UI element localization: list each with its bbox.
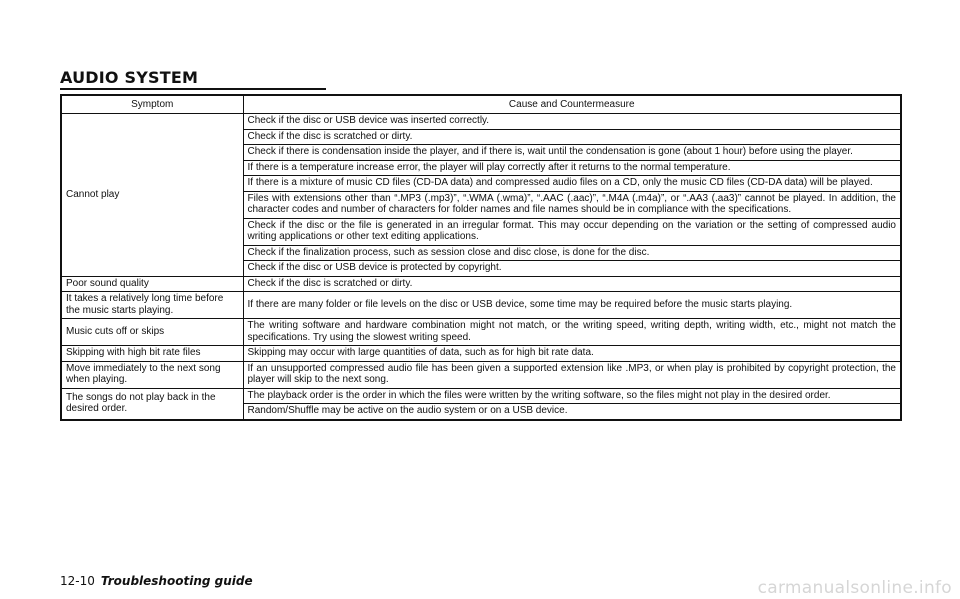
- table-row: [61, 114, 901, 130]
- cause-cell: If an unsupported compressed audio file has been given a supported extension like .MP3, or when play is prohibited by copyright protection, the player will skip to the next song.: [243, 361, 901, 388]
- troubleshooting-table: [60, 94, 902, 421]
- cause-cell: The playback order is the order in which the files were written by the writing software, so the files might not play in the desired order.: [243, 388, 901, 404]
- cause-cell: The writing software and hardware combination might not match, or the writing speed, writing depth, writing width, etc., might not match the specifications. Try using the slowest writing speed.: [243, 319, 901, 346]
- symptom-header: Symptom: [61, 95, 243, 114]
- table-header-row: [61, 95, 901, 114]
- cause-cell: Files with extensions other than “.MP3 (.mp3)”, “.WMA (.wma)”, “.AAC (.aac)”, “.M4A (.m4a)”, or “.AA3 (.aa3)” cannot be played. In addition, the character codes and number of characters for folder names and file names should be in compliance with the specifications.: [243, 191, 901, 218]
- symptom-cell: The songs do not play back in the desired order.: [61, 388, 243, 420]
- symptom-cell: It takes a relatively long time before the music starts playing.: [61, 292, 243, 319]
- page-number: 12-10: [60, 574, 95, 588]
- cause-cell: Check if there is condensation inside the player, and if there is, wait until the condensation is gone (about 1 hour) before using the player.: [243, 145, 901, 161]
- section-title: AUDIO SYSTEM: [60, 68, 199, 87]
- table-row: [61, 361, 901, 388]
- watermark: carmanualsonline.info: [757, 578, 952, 598]
- cause-cell: Random/Shuffle may be active on the audio system or on a USB device.: [243, 404, 901, 420]
- symptom-cell: Poor sound quality: [61, 276, 243, 292]
- symptom-cell: Move immediately to the next song when playing.: [61, 361, 243, 388]
- table-row: [61, 276, 901, 292]
- table-row: [61, 319, 901, 346]
- cause-cell: Check if the disc is scratched or dirty.: [243, 129, 901, 145]
- footer-section-name: Troubleshooting guide: [100, 574, 253, 588]
- symptom-cell: Music cuts off or skips: [61, 319, 243, 346]
- cause-header: Cause and Countermeasure: [243, 95, 901, 114]
- title-rule: [60, 88, 326, 90]
- cause-cell: Skipping may occur with large quantities of data, such as for high bit rate data.: [243, 346, 901, 362]
- table-row: [61, 292, 901, 319]
- cause-cell: Check if the disc is scratched or dirty.: [243, 276, 901, 292]
- table-row: [61, 346, 901, 362]
- table-row: [61, 388, 901, 404]
- cause-cell: Check if the disc or USB device was inserted correctly.: [243, 114, 901, 130]
- page-footer: [60, 574, 253, 588]
- symptom-cell: Skipping with high bit rate files: [61, 346, 243, 362]
- cause-cell: Check if the disc or USB device is protected by copyright.: [243, 261, 901, 277]
- cause-cell: If there is a mixture of music CD files (CD-DA data) and compressed audio files on a CD, only the music CD files (CD-DA data) will be played.: [243, 176, 901, 192]
- cause-cell: Check if the finalization process, such as session close and disc close, is done for the disc.: [243, 245, 901, 261]
- symptom-cell: Cannot play: [61, 114, 243, 277]
- cause-cell: Check if the disc or the file is generated in an irregular format. This may occur depending on the variation or the setting of compressed audio writing applications or other text editing applications.: [243, 218, 901, 245]
- cause-cell: If there is a temperature increase error, the player will play correctly after it returns to the normal temperature.: [243, 160, 901, 176]
- cause-cell: If there are many folder or file levels on the disc or USB device, some time may be required before the music starts playing.: [243, 292, 901, 319]
